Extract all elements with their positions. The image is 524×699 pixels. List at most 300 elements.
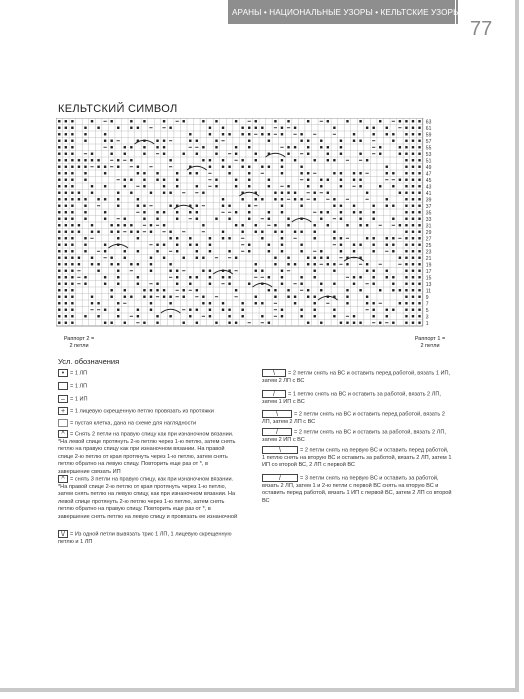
knit-stitch-mark [261, 231, 263, 233]
knit-stitch-mark [65, 302, 67, 304]
knit-stitch-mark [130, 179, 132, 181]
knit-stitch-mark [255, 231, 257, 233]
knit-stitch-mark [137, 172, 139, 174]
knit-stitch-mark [65, 185, 67, 187]
knit-stitch-mark [58, 153, 60, 155]
knit-stitch-mark [281, 244, 283, 246]
knit-stitch-mark [392, 322, 394, 324]
legend-item: / = 2 петли снять на ВС и оставить за работой, вязать 2 ЛП, затем 2 ИП с ВС [262, 429, 446, 443]
knit-stitch-mark [300, 172, 302, 174]
row-number: 3 [425, 314, 429, 321]
knit-stitch-mark [418, 218, 420, 220]
knit-stitch-mark [327, 211, 329, 213]
knit-stitch-mark [248, 172, 250, 174]
knit-stitch-mark [124, 146, 126, 148]
knit-stitch-mark [405, 192, 407, 194]
knit-stitch-mark [405, 159, 407, 161]
knit-stitch-mark [340, 140, 342, 142]
knit-stitch-mark [307, 120, 309, 122]
knit-stitch-mark [209, 127, 211, 129]
knit-stitch-mark [412, 146, 414, 148]
knit-stitch-mark [137, 237, 139, 239]
knit-stitch-mark [104, 166, 106, 168]
knit-stitch-mark [143, 218, 145, 220]
knit-stitch-mark [281, 237, 283, 239]
knit-stitch-mark [163, 257, 165, 259]
knit-stitch-mark [124, 224, 126, 226]
knit-stitch-mark [366, 224, 368, 226]
knit-stitch-mark [333, 315, 335, 317]
knit-stitch-mark [143, 185, 145, 187]
knit-stitch-mark [418, 250, 420, 252]
knit-stitch-mark [71, 211, 73, 213]
knit-stitch-mark [130, 120, 132, 122]
knit-stitch-mark [65, 283, 67, 285]
knit-stitch-mark [169, 127, 171, 129]
knit-stitch-mark [327, 179, 329, 181]
knit-stitch-mark [235, 146, 237, 148]
knit-stitch-mark [248, 218, 250, 220]
knit-stitch-mark [58, 250, 60, 252]
knit-stitch-mark [71, 146, 73, 148]
knit-stitch-mark [405, 283, 407, 285]
knit-stitch-mark [58, 192, 60, 194]
knit-stitch-mark [189, 315, 191, 317]
knit-stitch-mark [405, 237, 407, 239]
knit-stitch-mark [346, 224, 348, 226]
knit-stitch-mark [104, 309, 106, 311]
knit-stitch-mark [176, 270, 178, 272]
knit-stitch-mark [386, 172, 388, 174]
knit-stitch-mark [58, 257, 60, 259]
knit-stitch-mark [392, 218, 394, 220]
knit-stitch-mark [274, 120, 276, 122]
knit-stitch-mark [372, 127, 374, 129]
knit-stitch-mark [110, 231, 112, 233]
knit-stitch-mark [222, 237, 224, 239]
row-number: 7 [425, 301, 429, 308]
knit-stitch-mark [412, 159, 414, 161]
legend-item: \ = 2 петли снять на ВС и оставить перед работой, вязать 1 ИП, затем 2 ЛП с ВС [262, 370, 451, 384]
knit-stitch-mark [143, 296, 145, 298]
knit-stitch-mark [359, 179, 361, 181]
knit-stitch-mark [241, 309, 243, 311]
knit-stitch-mark [196, 140, 198, 142]
knit-stitch-mark [71, 263, 73, 265]
knit-stitch-mark [392, 133, 394, 135]
knit-stitch-mark [156, 283, 158, 285]
knit-stitch-mark [372, 315, 374, 317]
knit-stitch-mark [294, 159, 296, 161]
knit-stitch-mark [346, 263, 348, 265]
knit-stitch-mark [71, 140, 73, 142]
knit-stitch-mark [366, 192, 368, 194]
knit-stitch-mark [176, 211, 178, 213]
knit-stitch-mark [104, 283, 106, 285]
knit-stitch-mark [65, 127, 67, 129]
knit-stitch-mark [117, 283, 119, 285]
knit-stitch-mark [58, 179, 60, 181]
knit-stitch-mark [294, 146, 296, 148]
knit-stitch-mark [353, 283, 355, 285]
knit-stitch-mark [359, 322, 361, 324]
knit-stitch-mark [399, 153, 401, 155]
knit-stitch-mark [255, 224, 257, 226]
knit-stitch-mark [97, 166, 99, 168]
knit-stitch-mark [333, 263, 335, 265]
knit-stitch-mark [117, 159, 119, 161]
knit-stitch-mark [137, 315, 139, 317]
knit-stitch-mark [261, 127, 263, 129]
knit-stitch-mark [333, 231, 335, 233]
knit-stitch-mark [268, 244, 270, 246]
knit-stitch-mark [71, 296, 73, 298]
knit-stitch-mark [353, 140, 355, 142]
knit-stitch-mark [320, 185, 322, 187]
knit-stitch-mark [399, 192, 401, 194]
knit-stitch-mark [71, 133, 73, 135]
knit-stitch-mark [314, 270, 316, 272]
knit-stitch-mark [386, 270, 388, 272]
knit-stitch-mark [294, 127, 296, 129]
knit-stitch-mark [281, 159, 283, 161]
knit-stitch-mark [366, 159, 368, 161]
knit-stitch-mark [163, 179, 165, 181]
knit-stitch-mark [58, 224, 60, 226]
knit-stitch-mark [196, 211, 198, 213]
knit-stitch-mark [405, 244, 407, 246]
knit-stitch-mark [84, 198, 86, 200]
knit-stitch-mark [235, 153, 237, 155]
row-number: 29 [425, 230, 432, 236]
knit-stitch-mark [320, 140, 322, 142]
knit-stitch-mark [65, 133, 67, 135]
knit-stitch-mark [104, 185, 106, 187]
knit-stitch-mark [405, 322, 407, 324]
purl-symbol-icon: – [58, 395, 68, 403]
knit-stitch-mark [78, 166, 80, 168]
knit-stitch-mark [183, 257, 185, 259]
knit-stitch-mark [130, 146, 132, 148]
knit-stitch-mark [418, 237, 420, 239]
blank-cell-symbol-icon [58, 419, 68, 427]
knit-stitch-mark [143, 179, 145, 181]
knit-stitch-mark [137, 276, 139, 278]
knit-stitch-mark [183, 153, 185, 155]
knit-stitch-mark [418, 179, 420, 181]
knit-stitch-mark [84, 237, 86, 239]
knit-stitch-mark [405, 257, 407, 259]
knit-stitch-mark [110, 296, 112, 298]
knit-stitch-mark [235, 211, 237, 213]
knit-stitch-mark [156, 179, 158, 181]
knit-stitch-mark [169, 192, 171, 194]
knit-stitch-mark [327, 159, 329, 161]
knit-stitch-mark [176, 218, 178, 220]
knit-stitch-mark [110, 120, 112, 122]
knit-stitch-mark [340, 146, 342, 148]
knit-stitch-mark [261, 302, 263, 304]
knit-stitch-mark [248, 211, 250, 213]
knit-stitch-mark [117, 205, 119, 207]
knit-stitch-mark [228, 322, 230, 324]
knit-stitch-mark [281, 211, 283, 213]
knit-stitch-mark [156, 140, 158, 142]
knit-stitch-mark [405, 172, 407, 174]
knit-stitch-mark [176, 185, 178, 187]
legend-item: ^ = Снять 2 петли на правую спицу как при изнаночном вязании. *На левой спице протянуть 2-ю петлю через 1-ю петлю, затем снять петлю на правую спицу как при изнаночном вязании. На правой спице 2-ю петлю от края протянуть через 1-ю петлю, затем снять петлю обратно на левую спицу. Повторить еще раз от *, в завершение связать ИП [58, 431, 236, 475]
knit-stitch-mark [353, 205, 355, 207]
knit-stitch-mark [268, 166, 270, 168]
knit-stitch-mark [405, 289, 407, 291]
knit-stitch-mark [58, 270, 60, 272]
knit-stitch-mark [169, 237, 171, 239]
knit-stitch-mark [274, 289, 276, 291]
knit-stitch-mark [91, 302, 93, 304]
knit-stitch-mark [143, 146, 145, 148]
row-number: 57 [425, 139, 432, 145]
knit-stitch-mark [359, 185, 361, 187]
knit-stitch-mark [300, 166, 302, 168]
knit-stitch-mark [189, 140, 191, 142]
knit-stitch-mark [163, 185, 165, 187]
knit-stitch-mark [294, 263, 296, 265]
knit-stitch-mark [281, 309, 283, 311]
knit-stitch-mark [261, 237, 263, 239]
knit-stitch-mark [418, 166, 420, 168]
knit-stitch-mark [215, 185, 217, 187]
knit-stitch-mark [268, 185, 270, 187]
knit-stitch-mark [84, 244, 86, 246]
knit-stitch-mark [274, 198, 276, 200]
knit-stitch-mark [412, 250, 414, 252]
knit-stitch-mark [150, 224, 152, 226]
knit-stitch-mark [150, 296, 152, 298]
knit-stitch-mark [405, 224, 407, 226]
knit-stitch-mark [379, 185, 381, 187]
knit-stitch-mark [58, 159, 60, 161]
knit-stitch-mark [333, 172, 335, 174]
knit-stitch-mark [104, 140, 106, 142]
knit-stitch-mark [215, 179, 217, 181]
row-number: 5 [425, 308, 429, 314]
knit-stitch-mark [228, 283, 230, 285]
knit-stitch-mark [412, 302, 414, 304]
row-number: 13 [425, 282, 432, 288]
knit-stitch-mark [124, 296, 126, 298]
knit-stitch-mark [418, 211, 420, 213]
cable-left-symbol-icon: / [262, 390, 286, 398]
knit-stitch-mark [97, 302, 99, 304]
knit-stitch-mark [248, 283, 250, 285]
knit-stitch-mark [58, 263, 60, 265]
knit-stitch-mark [268, 179, 270, 181]
knit-stitch-mark [176, 283, 178, 285]
knit-stitch-mark [353, 244, 355, 246]
knit-stitch-mark [65, 315, 67, 317]
knit-stitch-mark [314, 296, 316, 298]
knit-stitch-mark [405, 315, 407, 317]
knit-stitch-mark [268, 133, 270, 135]
knit-stitch-mark [84, 250, 86, 252]
knit-stitch-mark [314, 192, 316, 194]
knit-stitch-mark [124, 257, 126, 259]
knit-stitch-mark [196, 276, 198, 278]
knit-stitch-mark [372, 133, 374, 135]
knit-stitch-mark [65, 211, 67, 213]
knit-stitch-mark [248, 133, 250, 135]
knit-stitch-mark [58, 289, 60, 291]
row-number: 23 [425, 249, 432, 256]
knit-stitch-mark [261, 315, 263, 317]
row-number: 9 [425, 295, 429, 301]
knit-stitch-mark [287, 153, 289, 155]
knit-stitch-mark [209, 133, 211, 135]
knit-stitch-mark [261, 133, 263, 135]
knit-stitch-mark [307, 289, 309, 291]
knit-stitch-mark [333, 309, 335, 311]
knit-stitch-mark [163, 211, 165, 213]
knit-stitch-mark [71, 224, 73, 226]
knit-stitch-mark [215, 322, 217, 324]
knit-stitch-mark [320, 146, 322, 148]
knit-stitch-mark [372, 237, 374, 239]
knit-stitch-mark [412, 224, 414, 226]
knit-stitch-mark [78, 224, 80, 226]
knit-stitch-mark [71, 185, 73, 187]
knit-stitch-mark [418, 257, 420, 259]
knit-stitch-mark [71, 205, 73, 207]
repeat-right [410, 336, 450, 350]
knit-stitch-mark [156, 289, 158, 291]
knit-stitch-mark [307, 322, 309, 324]
knit-stitch-mark [241, 127, 243, 129]
knit-stitch-mark [346, 302, 348, 304]
knit-stitch-mark [359, 140, 361, 142]
knit-stitch-mark [78, 198, 80, 200]
knit-stitch-mark [320, 322, 322, 324]
knit-stitch-mark [405, 133, 407, 135]
knit-stitch-mark [405, 185, 407, 187]
row-number: 47 [425, 171, 432, 178]
knit-stitch-mark [274, 231, 276, 233]
knit-stitch-mark [287, 146, 289, 148]
knit-stitch-mark [392, 185, 394, 187]
knit-stitch-mark [58, 166, 60, 168]
knit-stitch-mark [58, 133, 60, 135]
knit-stitch-mark [392, 244, 394, 246]
knit-stitch-mark [183, 322, 185, 324]
repeat-left-line-2: 2 петли [69, 343, 89, 349]
knit-stitch-mark [58, 127, 60, 129]
knit-stitch-mark [163, 140, 165, 142]
knit-stitch-mark [196, 218, 198, 220]
row-number: 27 [425, 236, 432, 243]
row-number: 31 [425, 223, 432, 230]
knit-stitch-mark [65, 322, 67, 324]
knit-stitch-mark [117, 315, 119, 317]
knit-stitch-mark [71, 120, 73, 122]
knit-stitch-mark [346, 120, 348, 122]
knit-stitch-mark [137, 309, 139, 311]
knit-stitch-mark [418, 244, 420, 246]
knit-stitch-mark [268, 140, 270, 142]
knit-stitch-mark [117, 166, 119, 168]
knit-stitch-mark [405, 211, 407, 213]
knit-stitch-mark [281, 172, 283, 174]
knit-stitch-mark [261, 198, 263, 200]
knit-stitch-mark [91, 224, 93, 226]
knit-stitch-mark [235, 257, 237, 259]
knit-stitch-mark [340, 153, 342, 155]
knit-stitch-mark [412, 192, 414, 194]
knit-stitch-mark [117, 302, 119, 304]
knit-stitch-mark [71, 270, 73, 272]
knit-stitch-mark [84, 276, 86, 278]
knit-stitch-mark [91, 153, 93, 155]
knit-stitch-mark [202, 257, 204, 259]
pattern-title: КЕЛЬТСКИЙ СИМВОЛ [58, 103, 178, 115]
knit-stitch-mark [71, 159, 73, 161]
knit-stitch-mark [209, 302, 211, 304]
knit-stitch-mark [340, 250, 342, 252]
knit-stitch-mark [209, 315, 211, 317]
knit-stitch-mark [150, 270, 152, 272]
knit-stitch-mark [412, 283, 414, 285]
knit-stitch-mark [117, 127, 119, 129]
knit-stitch-mark [104, 218, 106, 220]
knit-stitch-mark [176, 179, 178, 181]
knit-stitch-mark [71, 276, 73, 278]
knit-stitch-mark [91, 263, 93, 265]
knit-stitch-mark [71, 153, 73, 155]
knit-stitch-mark [156, 218, 158, 220]
knit-stitch-mark [300, 276, 302, 278]
knit-stitch-mark [196, 172, 198, 174]
knit-stitch-mark [58, 218, 60, 220]
knit-stitch-mark [71, 250, 73, 252]
knit-stitch-mark [418, 159, 420, 161]
knit-stitch-mark [392, 309, 394, 311]
knit-stitch-mark [412, 166, 414, 168]
knit-stitch-mark [156, 172, 158, 174]
knit-stitch-mark [176, 250, 178, 252]
knit-stitch-mark [65, 192, 67, 194]
knit-stitch-mark [110, 257, 112, 259]
knit-stitch-mark [202, 224, 204, 226]
knit-stitch-mark [65, 198, 67, 200]
cable-right-symbol-icon: \ [262, 369, 286, 377]
knit-stitch-mark [117, 224, 119, 226]
knit-stitch-mark [340, 179, 342, 181]
knit-stitch-mark [386, 244, 388, 246]
knit-stitch-mark [372, 244, 374, 246]
knit-stitch-mark [58, 244, 60, 246]
knit-stitch-mark [386, 127, 388, 129]
knit-stitch-mark [110, 146, 112, 148]
knit-stitch-mark [71, 237, 73, 239]
row-number: 15 [425, 275, 432, 282]
knit-stitch-mark [65, 237, 67, 239]
legend-item: – = 1 ИП [58, 395, 238, 404]
knit-stitch-mark [110, 263, 112, 265]
knit-stitch-mark [91, 257, 93, 259]
knit-stitch-mark [287, 289, 289, 291]
knit-stitch-mark [241, 198, 243, 200]
knit-stitch-mark [333, 205, 335, 207]
knit-stitch-mark [58, 237, 60, 239]
knit-stitch-mark [137, 198, 139, 200]
